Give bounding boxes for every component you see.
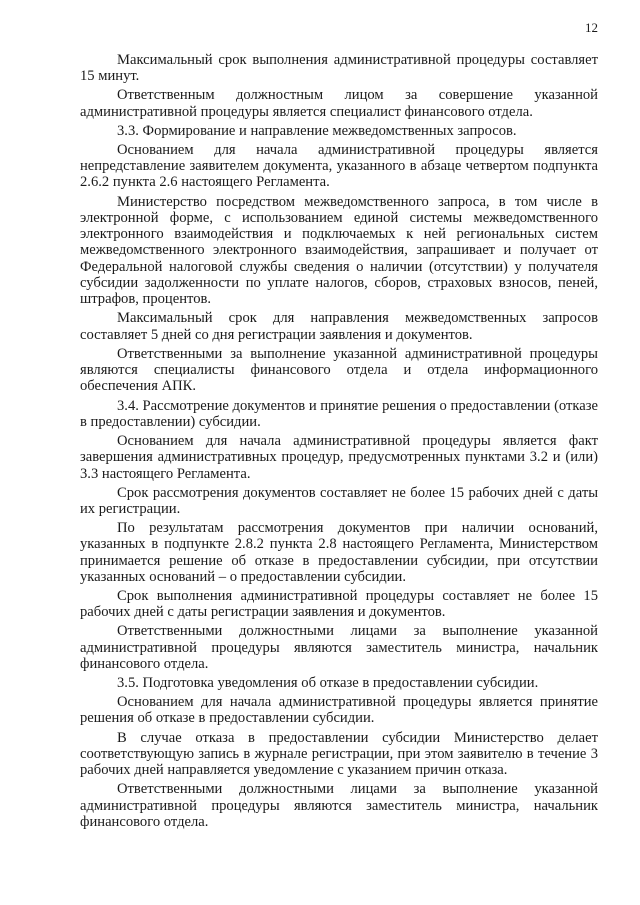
paragraph-responsible-specialist: Ответственным должностным лицом за совершение указанной административной процедуры является специалист финансового отдела.: [80, 87, 598, 120]
paragraph-responsible-3-3: Ответственными за выполнение указанной административной процедуры являются специалисты финансового отдела и отдела информационного обеспечения АПК.: [80, 345, 598, 395]
paragraph-ministry-interagency-request: Министерство посредством межведомственного запроса, в том числе в электронной форме, с использованием единой системы межведомственного электронного взаимодействия и подключаемых к ней региональных систем межведомственного электронного взаимодействия, запрашивает и получает от Федеральной налоговой службы сведения о наличии (отсутствии) у получателя субсидии задолженности по уплате налогов, сборов, страховых взносов, пеней, штрафов, процентов.: [80, 193, 598, 308]
paragraph-execution-term-3-4: Срок выполнения административной процедуры составляет не более 15 рабочих дней с даты регистрации заявления и документов.: [80, 587, 598, 621]
paragraph-basis-3-4: Основанием для начала административной процедуры является факт завершения административных процедур, предусмотренных пунктами 3.2 и (или) 3.3 настоящего Регламента.: [80, 432, 598, 482]
document-body: [80, 52, 598, 833]
page-number: 12: [585, 20, 598, 35]
paragraph-basis-3-3: Основанием для начала административной процедуры является непредставление заявителем документа, указанного в абзаце четвертом подпункта 2.6.2 пункта 2.6 настоящего Регламента.: [80, 141, 598, 191]
section-heading-3-3: 3.3. Формирование и направление межведомственных запросов.: [117, 122, 517, 139]
paragraph-max-term-requests: Максимальный срок для направления межведомственных запросов составляет 5 дней со дня регистрации заявления и документов.: [80, 310, 598, 343]
paragraph-basis-3-5: Основанием для начала административной процедуры является принятие решения об отказе в предоставлении субсидии.: [80, 694, 598, 727]
paragraph-responsible-3-4: Ответственными должностными лицами за выполнение указанной административной процедуры являются заместитель министра, начальник финансового отдела.: [80, 623, 598, 672]
paragraph-max-term-15-minutes: Максимальный срок выполнения административной процедуры составляет 15 минут.: [80, 52, 598, 85]
section-heading-3-5: 3.5. Подготовка уведомления об отказе в предоставлении субсидии.: [117, 675, 539, 692]
paragraph-refusal-notification: В случае отказа в предоставлении субсидии Министерство делает соответствующую запись в журнале регистрации, при этом заявителю в течение 3 рабочих дней направляется уведомление с указанием причин отказа.: [80, 729, 598, 779]
paragraph-responsible-3-5: Ответственными должностными лицами за выполнение указанной административной процедуры являются заместитель министра, начальник финансового отдела.: [80, 781, 598, 830]
section-heading-3-4: 3.4. Рассмотрение документов и принятие решения о предоставлении (отказе в предоставлении) субсидии.: [80, 397, 598, 430]
paragraph-review-results: По результатам рассмотрения документов при наличии оснований, указанных в подпункте 2.8.2 пункта 2.8 настоящего Регламента, Министерством принимается решение об отказе в предоставлении субсидии, при отсутствии указанных оснований – о предоставлении субсидии.: [80, 519, 598, 585]
paragraph-review-term: Срок рассмотрения документов составляет не более 15 рабочих дней с даты их регистрации.: [80, 484, 598, 517]
